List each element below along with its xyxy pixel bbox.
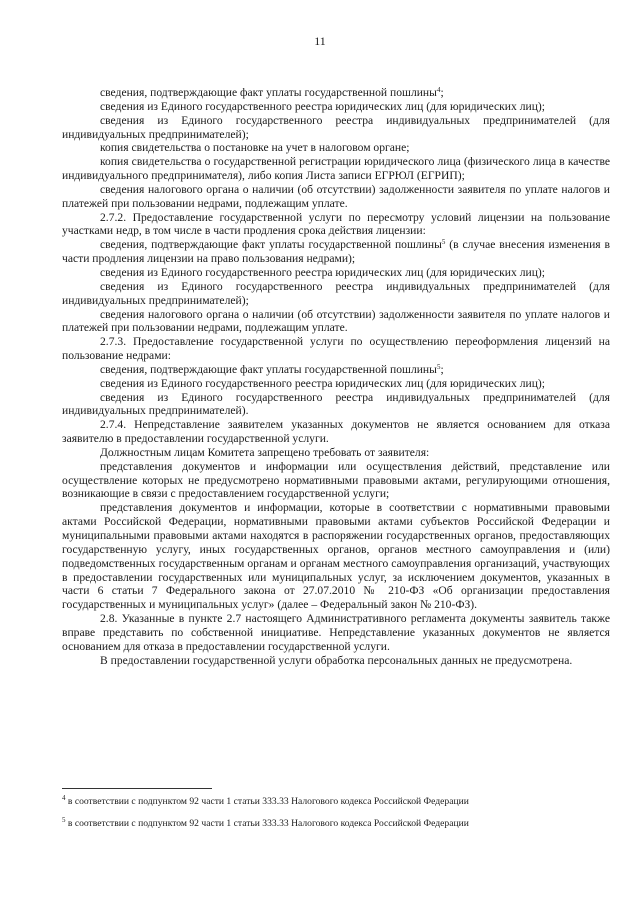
footnote: $^5$ в соответствии с подпунктом 92 части 1 статьи 333.33 Налогового кодекса Российской Федерации: [62, 816, 469, 829]
paragraph: сведения из Единого государственного реестра юридических лиц (для юридических лиц);: [100, 265, 545, 279]
paragraph: копия свидетельства о постановке на учет в налоговом органе;: [100, 141, 410, 155]
paragraph: сведения налогового органа о наличии (об отсутствии) задолженности заявителя по уплате налогов и платежей при пользовании недрами, подлежащим уплате.: [62, 307, 610, 335]
paragraph: 2.7.3. Предоставление государственной услуги по осуществлению переоформления лицензий на пользование недрами:: [62, 335, 610, 363]
paragraph: сведения, подтверждающие факт уплаты государственной пошлины$^4$;: [100, 86, 444, 99]
paragraph: 2.8. Указанные в пункте 2.7 настоящего Административного регламента документы заявитель также вправе представить по собственной инициативе. Непредставление указанных документов не является основанием для отказа в предоставлении государственной услуги.: [62, 612, 610, 653]
paragraph: сведения, подтверждающие факт уплаты государственной пошлины$^5$ (в случае внесения изменения в части продления лицензии на право пользования недрами);: [62, 238, 611, 266]
paragraph: сведения из Единого государственного реестра юридических лиц (для юридических лиц);: [100, 376, 545, 390]
paragraph: Должностным лицам Комитета запрещено требовать от заявителя:: [100, 445, 430, 459]
paragraph: сведения налогового органа о наличии (об отсутствии) задолженности заявителя по уплате налогов и платежей при пользовании недрами, подлежащим уплате.: [62, 182, 610, 210]
paragraph: 2.7.2. Предоставление государственной услуги по пересмотру условий лицензии на пользование участками недр, в том числе в части продления срока действия лицензии:: [62, 210, 610, 238]
footnote-divider: [62, 788, 212, 789]
paragraph: сведения, подтверждающие факт уплаты государственной пошлины$^5$;: [100, 362, 444, 376]
paragraph: сведения из Единого государственного реестра индивидуальных предпринимателей (для индивидуальных предпринимателей);: [62, 113, 610, 141]
paragraph: 2.7.4. Непредставление заявителем указанных документов не является основанием для отказа заявителю в предоставлении государственной услуги.: [62, 418, 610, 446]
paragraph: представления документов и информации или осуществления действий, представление или осуществление которых не предусмотрено нормативными правовыми актами, регулирующими отношения, возникающие в связи с предоставлением государственной услуги;: [62, 459, 610, 501]
document-body: [62, 86, 610, 667]
paragraph: копия свидетельства о государственной регистрации юридического лица (физического лица в качестве индивидуального предпринимателя), либо копия Листа записи ЕГРЮЛ (ЕГРИП);: [62, 155, 610, 183]
footnote: $^4$ в соответствии с подпунктом 92 части 1 статьи 333.33 Налогового кодекса Российской Федерации: [62, 794, 469, 807]
paragraph: представления документов и информации, которые в соответствии с нормативными правовыми актами Российской Федерации, нормативными правовыми актами субъектов Российской Федерации и муниципальными правовыми актами находятся в распоряжении государственных органов, предоставляющих государственную услугу, иных государственных органов, органов местного самоуправления и (или) подведомственных государственным органам и органам местного самоуправления организаций, участвующих в предоставлении государственных или муниципальных услуг, за исключением документов, указанных в части 6 статьи 7 Федерального закона от 27.07.2010 № 210-ФЗ «Об организации предоставления государственных и муниципальных услуг» (далее – Федеральный закон № 210-ФЗ).: [62, 501, 610, 612]
paragraph: сведения из Единого государственного реестра индивидуальных предпринимателей (для индивидуальных предпринимателей).: [62, 390, 610, 418]
paragraph: сведения из Единого государственного реестра юридических лиц (для юридических лиц);: [100, 99, 545, 113]
page-number: 11: [314, 34, 326, 48]
paragraph: сведения из Единого государственного реестра индивидуальных предпринимателей (для индивидуальных предпринимателей);: [62, 279, 610, 307]
paragraph: В предоставлении государственной услуги обработка персональных данных не предусмотрена.: [100, 653, 573, 667]
